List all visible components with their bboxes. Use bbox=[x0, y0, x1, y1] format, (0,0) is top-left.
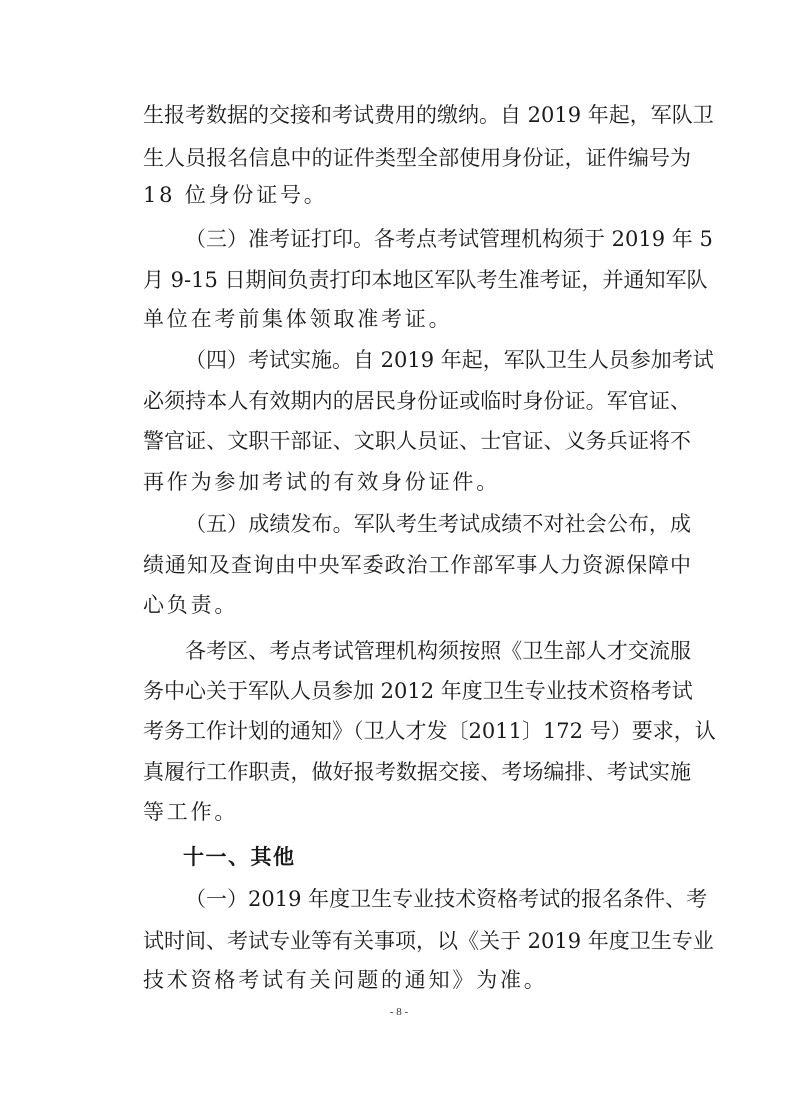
paragraph-line: 必须持本人有效期内的居民身份证或临时身份证。军官证、 bbox=[143, 389, 691, 413]
paragraph-line: （五）成绩发布。军队考生考试成绩不对社会公布，成 bbox=[185, 512, 691, 536]
paragraph-line: 考务工作计划的通知》（卫人才发〔2011〕172 号）要求，认 bbox=[143, 719, 716, 743]
page-number: - 8 - bbox=[389, 1006, 409, 1018]
paragraph-line: 真履行工作职责，做好报考数据交接、考场编排、考试实施 bbox=[143, 760, 691, 784]
paragraph-line: 心负责。 bbox=[143, 593, 239, 617]
paragraph-line: 再作为参加考试的有效身份证件。 bbox=[143, 470, 500, 494]
paragraph-line: 等工作。 bbox=[143, 800, 239, 824]
paragraph-line: 警官证、文职干部证、文职人员证、士官证、义务兵证将不 bbox=[143, 429, 691, 453]
paragraph-line: （一）2019 年度卫生专业技术资格考试的报名条件、考 bbox=[185, 887, 708, 911]
paragraph-line: 绩通知及查询由中央军委政治工作部军事人力资源保障中 bbox=[143, 553, 691, 577]
paragraph-line: 生报考数据的交接和考试费用的缴纳。自 2019 年起，军队卫 bbox=[143, 103, 714, 127]
paragraph-line: 18 位身份证号。 bbox=[143, 183, 328, 207]
paragraph-line: （三）准考证打印。各考点考试管理机构须于 2019 年 5 bbox=[185, 227, 713, 251]
paragraph-line: （四）考试实施。自 2019 年起，军队卫生人员参加考试 bbox=[185, 348, 714, 372]
paragraph-line: 生人员报名信息中的证件类型全部使用身份证，证件编号为 bbox=[143, 146, 691, 170]
section-heading: 十一、其他 bbox=[183, 845, 296, 869]
paragraph-line: 单位在考前集体领取准考证。 bbox=[143, 307, 453, 331]
paragraph-line: 技术资格考试有关问题的通知》为准。 bbox=[143, 968, 548, 992]
paragraph-line: 各考区、考点考试管理机构须按照《卫生部人才交流服 bbox=[185, 639, 691, 663]
paragraph-line: 月 9-15 日期间负责打印本地区军队考生准考证，并通知军队 bbox=[143, 268, 708, 292]
paragraph-line: 试时间、考试专业等有关事项，以《关于 2019 年度卫生专业 bbox=[143, 929, 714, 953]
paragraph-line: 务中心关于军队人员参加 2012 年度卫生专业技术资格考试 bbox=[143, 679, 693, 703]
